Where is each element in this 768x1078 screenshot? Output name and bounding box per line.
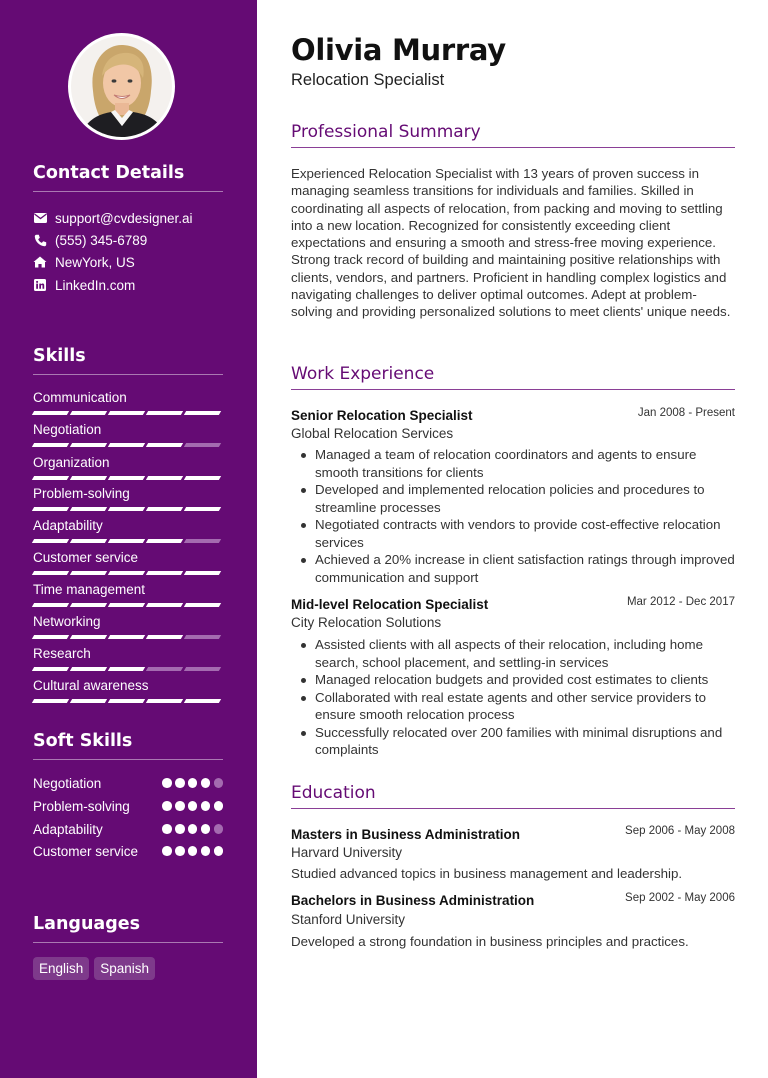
rating-dot-filled [175, 824, 185, 834]
skill-name: Research [33, 646, 91, 661]
phone-icon [33, 233, 47, 247]
skill-item [33, 422, 223, 438]
soft-skill-item [33, 820, 223, 838]
contact-phone-text: (555) 345-6789 [55, 232, 148, 248]
skill-segment-filled [184, 476, 221, 480]
edu-degree: Bachelors in Business Administration [291, 893, 535, 908]
skill-segment-filled [32, 443, 69, 447]
rating-dot-filled [162, 801, 172, 811]
skill-item [33, 390, 223, 406]
edu-degree: Masters in Business Administration [291, 827, 521, 842]
skill-item [33, 678, 223, 694]
skill-level-bar [33, 507, 223, 511]
skill-segment-filled [184, 699, 221, 703]
soft-skill-item [33, 842, 223, 860]
skill-segment-filled [108, 507, 145, 511]
contact-heading: Contact Details [33, 163, 223, 192]
avatar [71, 36, 172, 137]
rating-dot-filled [175, 778, 185, 788]
soft-skill-name: Customer service [33, 843, 139, 859]
skill-segment-filled [108, 635, 145, 639]
contact-location [33, 253, 135, 271]
skill-name: Cultural awareness [33, 678, 149, 693]
skill-segment-filled [146, 603, 183, 607]
contact-phone[interactable] [33, 231, 147, 249]
language-badge: English [33, 957, 89, 980]
rating-dot-filled [214, 846, 224, 856]
list-item: Negotiated contracts with vendors to provide cost-effective relocation services [291, 516, 735, 551]
skill-segment-filled [146, 539, 183, 543]
skill-segment-filled [108, 667, 145, 671]
rating-dot-filled [188, 824, 198, 834]
soft-skill-name: Negotiation [33, 775, 102, 791]
rating-dot-filled [201, 801, 211, 811]
skill-item [33, 646, 223, 662]
rating-dot-filled [162, 846, 172, 856]
skill-segment-filled [184, 603, 221, 607]
skill-segment-filled [70, 411, 107, 415]
contact-linkedin[interactable] [33, 276, 135, 294]
skill-segment-filled [32, 571, 69, 575]
list-item: Collaborated with real estate agents and other service providers to ensure smooth relocation process [291, 689, 735, 724]
rating-dot-empty [214, 824, 224, 834]
skill-level-bar [33, 411, 223, 415]
languages-heading: Languages [33, 914, 223, 943]
rating-dot-filled [201, 846, 211, 856]
skill-item [33, 518, 223, 534]
skill-segment-filled [32, 603, 69, 607]
job-bullets [291, 446, 735, 586]
skill-segment-filled [108, 539, 145, 543]
job-dates: Mar 2012 - Dec 2017 [626, 596, 735, 608]
summary-heading: Professional Summary [291, 122, 735, 148]
skill-segment-filled [108, 443, 145, 447]
skill-segment-filled [146, 507, 183, 511]
list-item: Achieved a 20% increase in client satisfaction ratings through improved communication and support [291, 551, 735, 586]
job-title: Senior Relocation Specialist [291, 408, 473, 423]
skill-level-bar [33, 667, 223, 671]
skill-segment-filled [108, 603, 145, 607]
skill-item [33, 455, 223, 471]
skill-name: Communication [33, 390, 127, 405]
skill-segment-filled [32, 507, 69, 511]
skill-segment-filled [32, 667, 69, 671]
skill-segment-filled [32, 539, 69, 543]
soft-skill-rating [159, 846, 223, 856]
skill-item [33, 486, 223, 502]
skill-item [33, 614, 223, 630]
skill-segment-filled [108, 699, 145, 703]
skill-segment-filled [32, 699, 69, 703]
contact-email-text: support@cvdesigner.ai [55, 210, 193, 226]
skill-segment-filled [146, 699, 183, 703]
skill-segment-filled [70, 699, 107, 703]
skill-segment-filled [70, 635, 107, 639]
edu-school: Harvard University [291, 845, 403, 860]
rating-dot-filled [201, 778, 211, 788]
edu-dates: Sep 2002 - May 2006 [625, 892, 735, 904]
skill-segment-filled [70, 539, 107, 543]
profile-photo [68, 33, 175, 140]
skill-name: Organization [33, 455, 110, 470]
skill-segment-filled [32, 635, 69, 639]
rating-dot-filled [188, 778, 198, 788]
soft-skill-item [33, 797, 223, 815]
job-company: City Relocation Solutions [291, 615, 442, 630]
soft-skill-rating [159, 824, 223, 834]
skill-name: Networking [33, 614, 101, 629]
skill-level-bar [33, 443, 223, 447]
languages-list [33, 957, 160, 980]
rating-dot-filled [162, 778, 172, 788]
skill-level-bar [33, 539, 223, 543]
list-item: Managed relocation budgets and provided cost estimates to clients [291, 671, 735, 689]
skill-segment-filled [108, 476, 145, 480]
list-item: Successfully relocated over 200 families with minimal disruptions and complaints [291, 724, 735, 759]
rating-dot-filled [188, 801, 198, 811]
skill-segment-filled [70, 443, 107, 447]
skill-segment-filled [70, 507, 107, 511]
skill-item [33, 550, 223, 566]
skill-segment-empty [184, 635, 221, 639]
soft-skills-heading: Soft Skills [33, 731, 223, 760]
rating-dot-filled [162, 824, 172, 834]
skill-segment-filled [70, 667, 107, 671]
job-bullets [291, 636, 735, 759]
rating-dot-filled [201, 824, 211, 834]
list-item: Assisted clients with all aspects of their relocation, including home search, school placement, and settling-in services [291, 636, 735, 671]
rating-dot-filled [175, 846, 185, 856]
soft-skill-rating [159, 801, 223, 811]
job-dates: Jan 2008 - Present [637, 407, 735, 419]
skill-segment-filled [32, 476, 69, 480]
rating-dot-empty [214, 778, 224, 788]
skill-segment-filled [146, 476, 183, 480]
experience-heading: Work Experience [291, 364, 735, 390]
skill-segment-filled [146, 411, 183, 415]
home-icon [33, 255, 47, 269]
soft-skill-rating [159, 778, 223, 788]
edu-description: Studied advanced topics in business management and leadership. [291, 866, 683, 881]
list-item: Managed a team of relocation coordinators and agents to ensure smooth transitions for clients [291, 446, 735, 481]
education-heading: Education [291, 783, 735, 809]
skill-segment-filled [184, 507, 221, 511]
skill-segment-filled [184, 411, 221, 415]
job-company: Global Relocation Services [291, 426, 454, 441]
sidebar [0, 0, 257, 1078]
candidate-title: Relocation Specialist [291, 71, 445, 89]
edu-dates: Sep 2006 - May 2008 [625, 825, 735, 837]
soft-skill-name: Problem-solving [33, 798, 130, 814]
skill-level-bar [33, 571, 223, 575]
skill-name: Customer service [33, 550, 139, 565]
skill-name: Problem-solving [33, 486, 130, 501]
skill-level-bar [33, 603, 223, 607]
list-item: Developed and implemented relocation policies and procedures to streamline processes [291, 481, 735, 516]
skill-segment-filled [70, 476, 107, 480]
candidate-name: Olivia Murray [291, 33, 506, 67]
skill-segment-empty [184, 539, 221, 543]
skill-name: Adaptability [33, 518, 103, 533]
skill-segment-empty [146, 667, 183, 671]
contact-email[interactable] [33, 209, 193, 227]
rating-dot-filled [175, 801, 185, 811]
skill-segment-filled [108, 571, 145, 575]
skill-segment-filled [32, 411, 69, 415]
skill-segment-empty [184, 443, 221, 447]
soft-skill-item [33, 774, 223, 792]
skill-name: Time management [33, 582, 146, 597]
envelope-icon [33, 211, 47, 225]
skill-segment-empty [184, 667, 221, 671]
edu-school: Stanford University [291, 912, 406, 927]
soft-skill-name: Adaptability [33, 821, 103, 837]
skills-heading: Skills [33, 346, 223, 375]
skill-segment-filled [70, 571, 107, 575]
skill-segment-filled [70, 603, 107, 607]
rating-dot-filled [214, 801, 224, 811]
skill-segment-filled [146, 571, 183, 575]
skill-level-bar [33, 699, 223, 703]
linkedin-icon [33, 278, 47, 292]
skill-level-bar [33, 476, 223, 480]
skill-level-bar [33, 635, 223, 639]
skill-item [33, 582, 223, 598]
contact-location-text: NewYork, US [55, 254, 135, 270]
skill-segment-filled [146, 635, 183, 639]
rating-dot-filled [188, 846, 198, 856]
language-badge: Spanish [94, 957, 155, 980]
contact-linkedin-text: LinkedIn.com [55, 277, 136, 293]
skill-segment-filled [146, 443, 183, 447]
skill-segment-filled [108, 411, 145, 415]
skill-segment-filled [184, 571, 221, 575]
job-title: Mid-level Relocation Specialist [291, 597, 489, 612]
summary-text: Experienced Relocation Specialist with 13 years of proven success in managing seamless transitions for individuals and families. Skilled in coordinating all aspects of relocation, from packing and moving to settling into a new location. Recognized for consistently exceeding client expectations and ensuring a smooth and stress-free moving experience. Strong track record of building and maintaining positive relationships with clients, vendors, and partners. Proficient in handling complex logistics and navigating challenges to deliver optimal outcomes. Adept at problem-solving and providing personalized solutions to meet clients' unique needs. [291, 166, 731, 320]
edu-description: Developed a strong foundation in business principles and practices. [291, 934, 689, 949]
skill-name: Negotiation [33, 422, 102, 437]
